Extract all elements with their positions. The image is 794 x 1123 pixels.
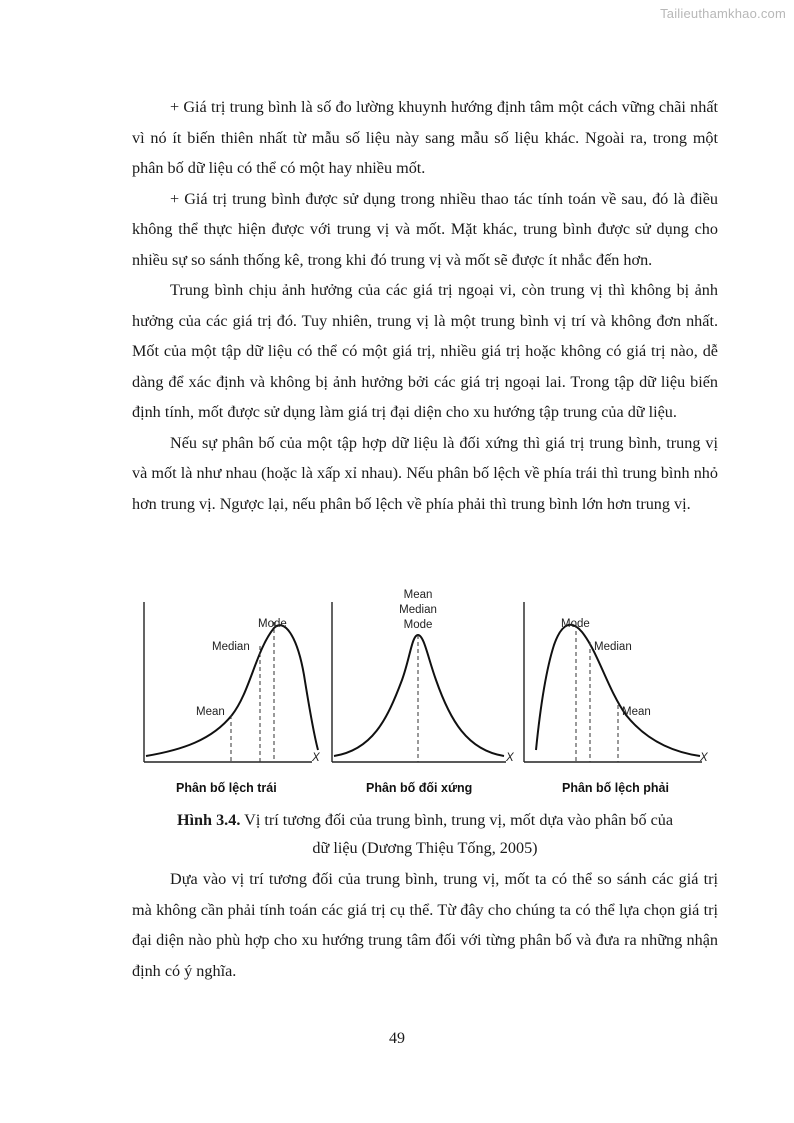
right-x-axis-label: X bbox=[700, 752, 708, 764]
right-mode-label: Mode bbox=[561, 618, 590, 630]
right-panel-caption: Phân bố lệch phải bbox=[562, 781, 669, 795]
closing-paragraph: Dựa vào vị trí tương đối của trung bình, trung vị, mốt ta có thể so sánh các giá trị mà không cần phải tính toán các giá trị cụ thể. Từ đây cho chúng ta có thể lựa chọn giá trị đại diện nào phù hợp cho xu hướng trung tâm đối với từng phân bố và đưa ra những nhận định có ý nghĩa. bbox=[132, 870, 718, 980]
body-text bbox=[132, 92, 718, 519]
caption-label: Hình 3.4. bbox=[176, 811, 241, 829]
closing-text bbox=[132, 864, 718, 986]
left-skewed-panel bbox=[144, 602, 321, 764]
distribution-figure bbox=[132, 580, 718, 800]
paragraph-4: Nếu sự phân bố của một tập hợp dữ liệu là đối xứng thì giá trị trung bình, trung vị và mốt là như nhau (hoặc là xấp xỉ nhau). Nếu phân bố lệch về phía trái thì trung bình nhỏ hơn trung vị. Ngược lại, nếu phân bố lệch về phía phải thì trung bình lớn hơn trung vị. bbox=[132, 433, 718, 513]
center-curve bbox=[334, 635, 504, 756]
right-skewed-panel bbox=[524, 602, 709, 764]
center-panel-caption: Phân bố đối xứng bbox=[366, 781, 473, 795]
left-x-axis-label: X bbox=[312, 752, 320, 764]
paragraph-3: Trung bình chịu ảnh hưởng của các giá trị ngoại vi, còn trung vị thì không bị ảnh hưởng của các giá trị đó. Tuy nhiên, trung vị là một trung bình vị trí và không đơn nhất. Mốt của một tập dữ liệu có thể có một giá trị, nhiều giá trị hoặc không có giá trị nào, dễ dàng để xác định và không bị ảnh hưởng bởi các giá trị ngoại lai. Trong tập dữ liệu biến định tính, mốt được sử dụng làm giá trị đại diện cho xu hướng tập trung của dữ liệu. bbox=[132, 281, 718, 421]
distribution-figure-svg bbox=[132, 580, 718, 780]
symmetric-panel bbox=[332, 589, 515, 764]
caption-text-1: Vị trí tương đối của trung bình, trung vị, mốt dựa vào phân bố của bbox=[240, 811, 674, 829]
left-mode-label: Mode bbox=[258, 618, 287, 630]
right-mean-label: Mean bbox=[622, 706, 651, 718]
left-panel-caption: Phân bố lệch trái bbox=[176, 781, 277, 795]
center-x-axis-label: X bbox=[506, 752, 514, 764]
page-number: 49 bbox=[389, 1030, 405, 1047]
center-median-label: Median bbox=[399, 604, 437, 616]
center-mode-label: Mode bbox=[403, 619, 433, 631]
left-median-label: Median bbox=[212, 641, 250, 653]
watermark: Tailieuthamkhao.com bbox=[660, 6, 786, 21]
caption-line-2: dữ liệu (Dương Thiệu Tống, 2005) bbox=[312, 839, 538, 857]
paragraph-2: + Giá trị trung bình được sử dụng trong nhiều thao tác tính toán về sau, đó là điều không thể thực hiện được với trung vị và mốt. Mặt khác, trung bình được sử dụng cho nhiều sự so sánh thống kê, trong khi đó trung vị và mốt sẽ được ít nhắc đến hơn. bbox=[132, 189, 718, 269]
right-median-label: Median bbox=[594, 641, 632, 653]
figure-caption bbox=[132, 806, 718, 862]
caption-line-1 bbox=[132, 806, 718, 834]
left-mean-label: Mean bbox=[196, 706, 225, 718]
paragraph-1: + Giá trị trung bình là số đo lường khuynh hướng định tâm một cách vững chãi nhất vì nó ít biến thiên nhất từ mẫu số liệu này sang mẫu số liệu khác. Ngoài ra, trong một phân bố dữ liệu có thể có một hay nhiều mốt. bbox=[132, 98, 718, 177]
center-mean-label: Mean bbox=[403, 589, 433, 601]
